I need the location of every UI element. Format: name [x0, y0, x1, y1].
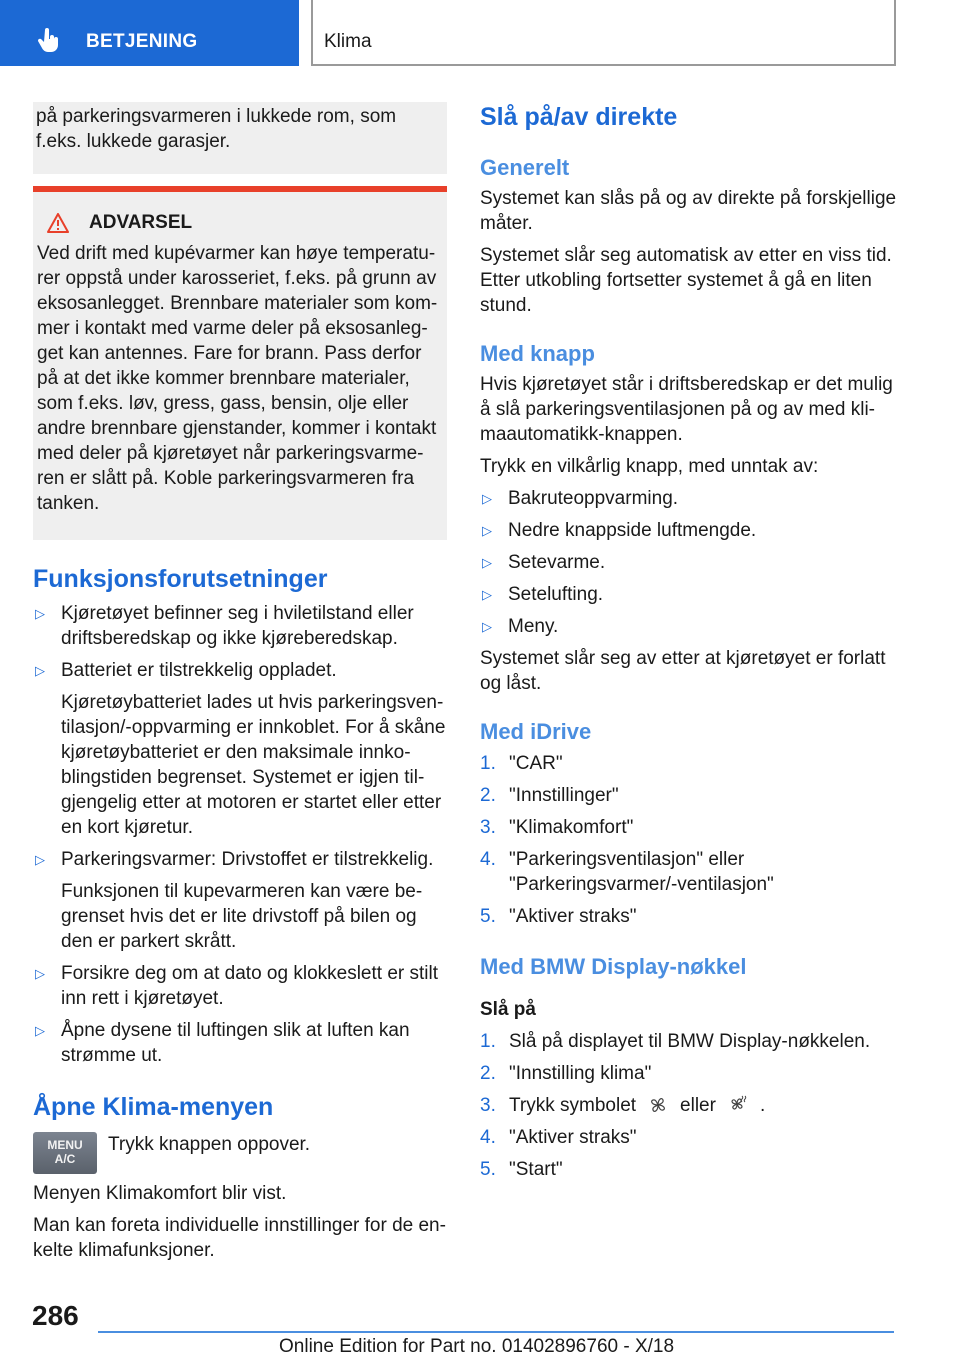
list-item-subtext: Funksjonen til kupevarmeren kan være begrenset hvis det er lite drivstoff på bilen og den er parkert skrått. [61, 881, 423, 952]
requirements-heading: Funksjonsforutsetninger [33, 565, 328, 593]
list-item: 1. Slå på displayet til BMW Display-nøkkelen. [480, 1031, 871, 1052]
triangle-bullet-icon: ▷ [482, 587, 492, 602]
list-item: 5. "Aktiver straks" [480, 906, 637, 927]
note-box [33, 102, 447, 174]
list-item-subtext: Kjøretøybatteriet lades ut hvis parkeringsventilasjon/-oppvarming er innkoblet. For å skåne kjøretøybatteriet er den maksimale innkoblingstiden begrenset. Systemet er igjen tilgjengelig etter at motoren er startet eller etter en kort kjøretur. [61, 692, 446, 838]
general-heading: Generelt [480, 155, 570, 180]
general-paragraph-2: Systemet slår seg automatisk av etter en viss tid. Etter utkobling fortsetter systemet å gå en liten stund. [480, 245, 892, 316]
warning-triangle-icon [47, 213, 69, 233]
menu-paragraph-2: Man kan foreta individuelle innstillinger for de enkelte klimafunksjoner. [33, 1215, 446, 1261]
list-item: 5. "Start" [480, 1159, 563, 1180]
triangle-bullet-icon: ▷ [35, 606, 45, 621]
list-item: 3. "Klimakomfort" [480, 817, 634, 838]
menu-instruction: Trykk knappen oppover. [108, 1134, 311, 1155]
list-item: ▷ Meny. [482, 616, 559, 637]
list-item [33, 1018, 447, 1068]
idrive-steps [480, 751, 900, 929]
hand-pointer-icon [36, 27, 62, 53]
list-item: 2. "Innstilling klima" [480, 1063, 652, 1084]
note-text: på parkeringsvarmeren i lukkede rom, som f.eks. lukkede garasjer. [36, 106, 397, 152]
menu-button-row [33, 1132, 447, 1174]
list-item: ▷ Setevarme. [482, 552, 606, 573]
footer-edition: Online Edition for Part no. 01402896760 - X/18 [279, 1336, 675, 1357]
list-item-text: Batteriet er tilstrekkelig oppladet. [61, 660, 337, 681]
list-item: ▷ Setelufting. [482, 584, 604, 605]
button-paragraph-1: Hvis kjøretøyet står i driftsberedskap er det mulig å slå parkeringsventilasjonen på og av med klimaautomatikk-knappen. [480, 374, 893, 445]
header-section-label: BETJENING [86, 31, 198, 52]
button-heading: Med knapp [480, 341, 595, 366]
list-item-text: Forsikre deg om at dato og klokkeslett er stilt inn rett i kjøretøyet. [61, 963, 438, 1009]
direct-onoff-heading: Slå på/av direkte [480, 103, 678, 131]
list-item-text: Kjøretøyet befinner seg i hviletilstand eller driftsberedskap og ikke kjøreberedskap. [61, 603, 414, 649]
heating-symbol-icon [728, 1095, 748, 1115]
list-item [33, 601, 447, 651]
triangle-bullet-icon: ▷ [482, 491, 492, 506]
warning-text: Ved drift med kupévarmer kan høye temperaturer oppstå under karosseriet, f.eks. på grunn av eksosanlegget. Brennbare materialer som kommer i kontakt med varme deler på eksosanlegget kan antennes. Fare for brann. Pass derfor på at det ikke kommer brennbare materialer, som f.eks. løv, gress, gass, bensin, olje eller andre brennbare gjenstander, kommer i kontakt med deler på kjøretøyet når parkeringsvarmeren er slått på. Koble parkeringsvarmeren fra tanken. [37, 243, 438, 514]
list-item [33, 658, 447, 840]
header-topic-label: Klima [324, 31, 372, 52]
right-column [480, 102, 900, 1182]
list-item [33, 961, 447, 1011]
warning-box [33, 186, 447, 540]
triangle-bullet-icon: ▷ [35, 852, 45, 867]
warning-title-label: ADVARSEL [89, 212, 193, 233]
list-item: 4. "Aktiver straks" [480, 1127, 637, 1148]
display-key-steps [480, 1029, 900, 1182]
display-key-heading: Med BMW Display-nøkkel [480, 954, 747, 979]
menu-paragraph-1: Menyen Klimakomfort blir vist. [33, 1183, 287, 1204]
triangle-bullet-icon: ▷ [35, 1023, 45, 1038]
list-item-text: Parkeringsvarmer: Drivstoffet er tilstrekkelig. [61, 849, 434, 870]
warning-title [37, 210, 439, 235]
excluded-buttons-list [480, 486, 900, 639]
idrive-heading: Med iDrive [480, 719, 592, 744]
button-paragraph-2: Trykk en vilkårlig knapp, med unntak av: [480, 456, 819, 477]
general-paragraph-1: Systemet kan slås på og av direkte på forskjellige måter. [480, 188, 897, 234]
list-item: 4. "Parkeringsventilasjon" eller "Parkeringsvarmer/-ventilasjon" [480, 849, 774, 895]
header-section-tab [0, 0, 299, 66]
footer-divider [98, 1331, 894, 1333]
page-number: 286 [32, 1300, 79, 1331]
climate-menu-heading: Åpne Klima-menyen [33, 1093, 274, 1121]
header-topic-frame [311, 0, 896, 66]
menu-ac-button-icon: MENU A/C [33, 1132, 97, 1174]
triangle-bullet-icon: ▷ [35, 663, 45, 678]
list-item: ▷ Nedre knappside luftmengde. [482, 520, 757, 541]
ventilation-symbol-icon [648, 1095, 668, 1115]
list-item [33, 847, 447, 954]
switch-on-subheading: Slå på [480, 999, 536, 1020]
list-item: 3. Trykk symbolet eller . [480, 1095, 766, 1116]
triangle-bullet-icon: ▷ [482, 619, 492, 634]
requirements-list [33, 601, 447, 1068]
list-item: 1. "CAR" [480, 753, 563, 774]
list-item: 2. "Innstillinger" [480, 785, 619, 806]
triangle-bullet-icon: ▷ [35, 966, 45, 981]
list-item-text: Åpne dysene til luftingen slik at luften kan strømme ut. [61, 1020, 410, 1066]
left-column [33, 102, 447, 1263]
list-item: ▷ Bakruteoppvarming. [482, 488, 679, 509]
triangle-bullet-icon: ▷ [482, 523, 492, 538]
button-paragraph-3: Systemet slår seg av etter at kjøretøyet er forlatt og låst. [480, 648, 886, 694]
triangle-bullet-icon: ▷ [482, 555, 492, 570]
